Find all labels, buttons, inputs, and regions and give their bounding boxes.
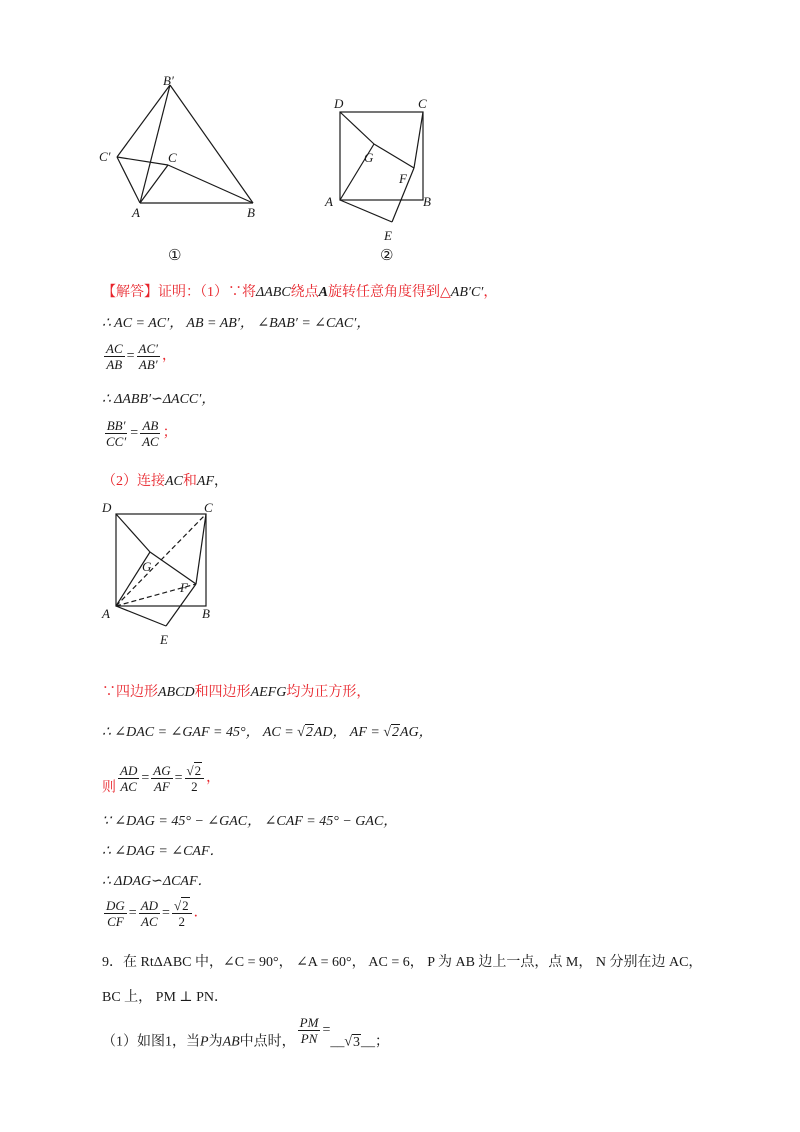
- label-G: G: [142, 559, 152, 574]
- solution-line-9: 则 $\frac{AD}{AC}$ = $\frac{AG}{AF}$ = $\frac{√2}{2}$ ，: [102, 763, 221, 796]
- label-F: F: [399, 171, 407, 186]
- label-B1: B′: [163, 75, 174, 88]
- label-A: A: [325, 194, 333, 209]
- segment-AE: [116, 606, 166, 626]
- solution-line-11: ∴ ∠DAG = ∠CAF．: [102, 844, 224, 859]
- label-B: B: [423, 194, 431, 209]
- answer-tag: 【解答】: [102, 285, 158, 300]
- label-D: D: [334, 96, 344, 111]
- fraction: $\frac{AC'}{AB'}$: [138, 341, 158, 372]
- figure-2-caption: ②: [380, 246, 394, 264]
- segment-C1C: [117, 157, 168, 165]
- solution-line-13: $\frac{DG}{CF}$ = $\frac{AD}{AC}$ = $\frac{√2}{2}$ ．: [106, 898, 208, 929]
- label-C1: C′: [99, 149, 111, 164]
- fraction: $\frac{BB'}{CC'}$: [106, 418, 127, 449]
- segment-FC: [196, 514, 206, 584]
- solution-line-12: ∴ ΔDAG∽ΔCAF．: [102, 874, 212, 889]
- fraction: $\frac{AB}{AC}$: [142, 418, 159, 449]
- segment-DG: [116, 514, 150, 552]
- solution-line-10: ∵ ∠DAG = 45° − ∠GAC， ∠CAF = 45° − GAC，: [102, 814, 398, 829]
- figure-1-caption: ①: [168, 246, 182, 264]
- label-C: C: [418, 96, 427, 111]
- solution-line-6: （2）连接AC和AF，: [102, 474, 228, 489]
- label-D: D: [102, 500, 112, 515]
- segment-GF: [374, 144, 414, 168]
- problem-9-line-2: BC 上， PM ⊥ PN．: [102, 990, 228, 1005]
- solution-line-1: 【解答】证明：（1）∵将ΔABC绕点A旋转任意角度得到△AB′C′，: [102, 285, 498, 300]
- fraction: $\frac{AD}{AC}$: [140, 898, 159, 929]
- solution-line-2: ∴ AC = AC′， AB = AB′， ∠BAB′ = ∠CAC′，: [102, 316, 371, 331]
- label-A: A: [102, 606, 110, 621]
- solution-line-3: $\frac{AC}{AB}$ = $\frac{AC'}{AB'}$ ，: [106, 341, 176, 372]
- label-F: F: [180, 580, 188, 595]
- dashed-AC: [116, 514, 206, 606]
- label-B: B: [247, 205, 255, 220]
- label-B: B: [202, 606, 210, 621]
- segment-B1A: [140, 85, 170, 203]
- label-A: A: [132, 205, 140, 220]
- solution-line-4: ∴ ΔABB′∽ΔACC′，: [102, 392, 216, 407]
- problem-9-line-1: 9．在 RtΔABC 中，∠C = 90°， ∠A = 60°， AC = 6， P 为 AB 边上一点，点 M， N 分别在边 AC，: [102, 955, 703, 970]
- square-ABCD: [340, 112, 423, 200]
- solution-line-7: ∵四边形ABCD和四边形AEFG均为正方形，: [102, 685, 371, 700]
- fraction: $\frac{PM}{PN}$: [299, 1015, 319, 1046]
- label-E: E: [160, 632, 168, 647]
- problem-9-question-1: （1）如图1，当P为AB中点时， $\frac{PM}{PN}$ =__√3__；: [102, 1015, 390, 1050]
- fraction: $\frac{DG}{CF}$: [106, 898, 125, 929]
- figure-1: [95, 75, 275, 230]
- fraction: $\frac{√2}{2}$: [172, 898, 192, 929]
- fraction: $\frac{AG}{AF}$: [153, 763, 171, 794]
- segment-AC: [140, 165, 168, 203]
- label-G: G: [364, 150, 374, 165]
- figure-2: [322, 92, 447, 247]
- label-C: C: [168, 150, 177, 165]
- fraction: $\frac{AD}{AC}$: [120, 763, 138, 794]
- solution-line-5: $\frac{BB'}{CC'}$ = $\frac{AB}{AC}$ ；: [106, 418, 177, 449]
- answer-value: 3: [353, 1034, 361, 1050]
- segment-AE: [340, 200, 392, 222]
- figure-3: [98, 496, 228, 651]
- solution-line-8: ∴ ∠DAC = ∠GAF = 45°， AC = √2AD， AF = √2AG，: [102, 725, 433, 740]
- segment-B1B: [170, 85, 253, 203]
- fraction: $\frac{AC}{AB}$: [106, 341, 123, 372]
- segment-C1A: [117, 157, 140, 203]
- segment-DG: [340, 112, 374, 144]
- segment-GF: [150, 552, 196, 584]
- fraction: $\frac{√2}{2}$: [185, 763, 205, 794]
- label-E: E: [384, 228, 392, 243]
- label-C: C: [204, 500, 213, 515]
- segment-B1C1: [117, 85, 170, 157]
- segment-FC: [414, 112, 423, 168]
